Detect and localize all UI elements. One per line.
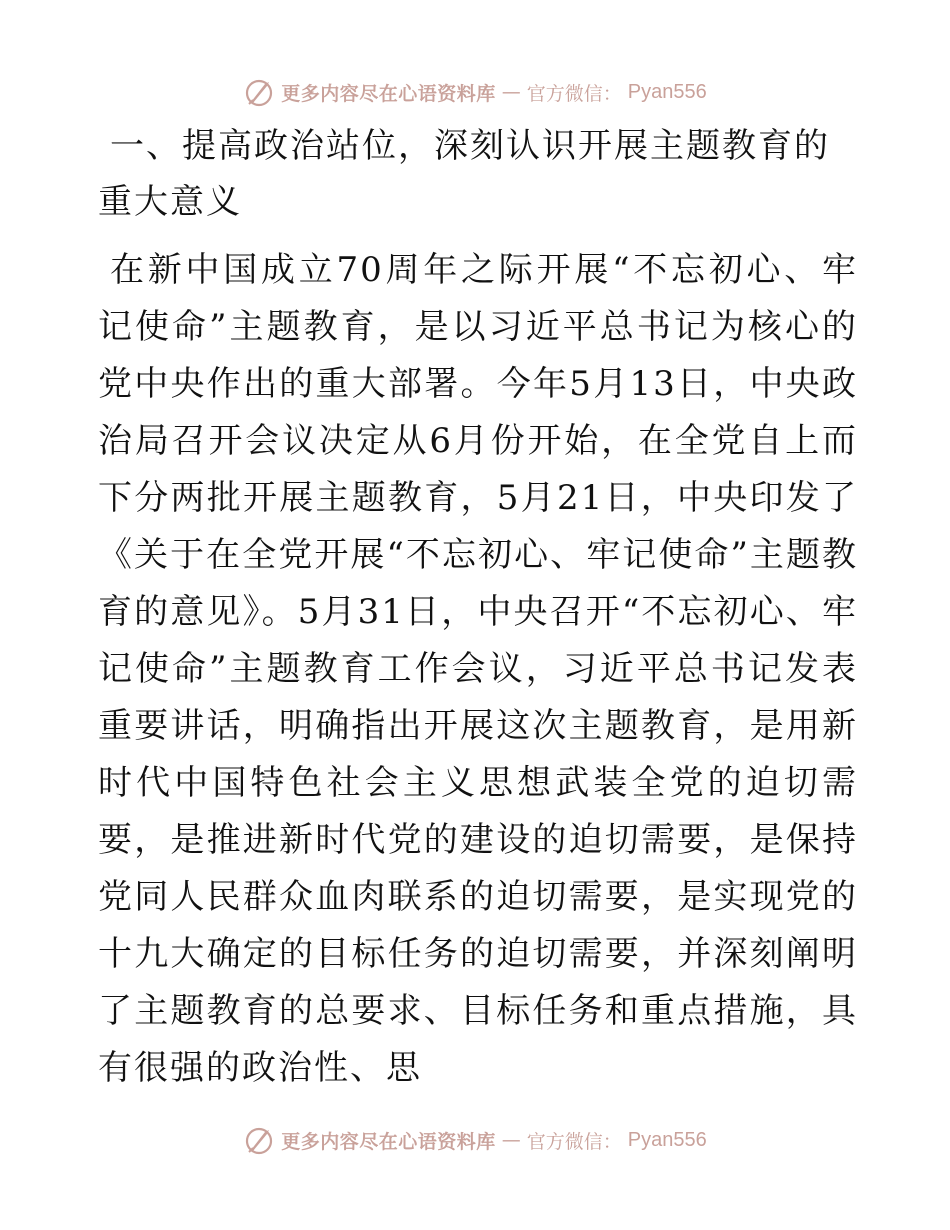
quill-pen-logo-icon: [243, 76, 275, 108]
section-heading: 一、提高政治站位，深刻认识开展主题教育的重大意义: [98, 126, 830, 222]
footer-watermark: [0, 1120, 950, 1160]
watermark-wechat-id: Pyan556: [627, 80, 707, 103]
quill-pen-logo-icon: [243, 1124, 275, 1156]
header-watermark: [0, 72, 950, 112]
watermark-site-name: 更多内容尽在心语资料库: [281, 1130, 496, 1153]
watermark-site-name: 更多内容尽在心语资料库: [281, 82, 496, 105]
watermark-wechat-label: 官方微信：: [526, 1130, 622, 1153]
watermark-wechat-label: 官方微信：: [526, 82, 622, 105]
document-body: [98, 118, 858, 1097]
watermark-wechat-id: Pyan556: [627, 1128, 707, 1151]
watermark-separator: —: [501, 1129, 521, 1151]
watermark-separator: —: [501, 81, 521, 103]
body-paragraph: 在新中国成立70周年之际开展“不忘初心、牢记使命”主题教育，是以习近平总书记为核心的党中央作出的重大部署。今年5月13日，中央政治局召开会议决定从6月份开始，在全党自上而下分两批开展主题教育，5月21日，中央印发了《关于在全党开展“不忘初心、牢记使命”主题教育的意见》。5月31日，中央召开“不忘初心、牢记使命”主题教育工作会议，习近平总书记发表重要讲话，明确指出开展这次主题教育，是用新时代中国特色社会主义思想武装全党的迫切需要，是推进新时代党的建设的迫切需要，是保持党同人民群众血肉联系的迫切需要，是实现党的十九大确定的目标任务的迫切需要，并深刻阐明了主题教育的总要求、目标任务和重点措施，具有很强的政治性、思: [98, 250, 858, 1088]
